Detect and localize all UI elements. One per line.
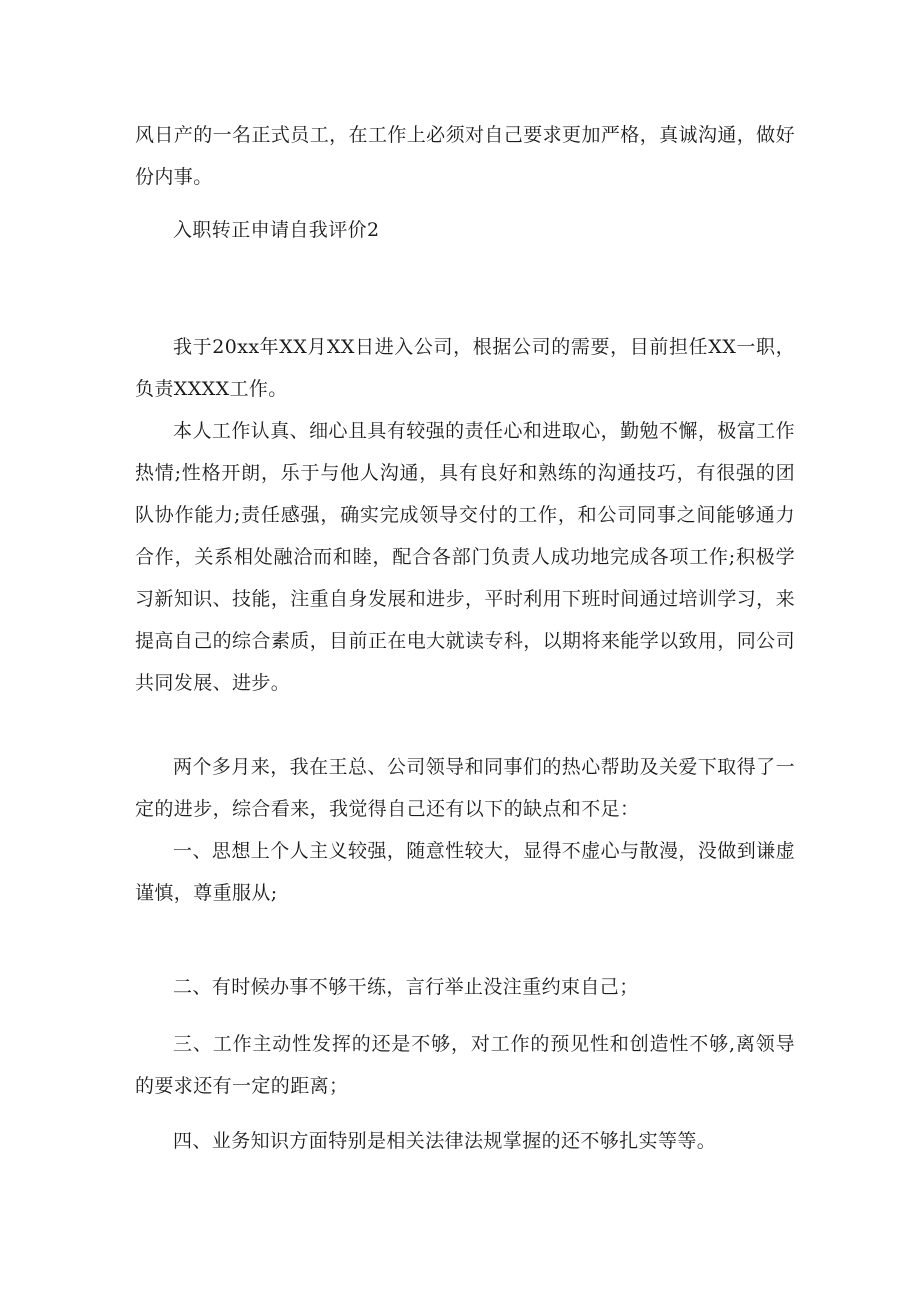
list-item-3: 三、工作主动性发挥的还是不够，对工作的预见性和创造性不够,离领导的要求还有一定的距离； (135, 1033, 795, 1097)
list-item-2: 二、有时候办事不够干练，言行举止没注重约束自己； (173, 976, 639, 998)
paragraph-continuation: 风日产的一名正式员工，在工作上必须对自己要求更加严格，真诚沟通，做好份内事。 (135, 124, 795, 188)
paragraph-intro: 我于20xx年XX月XX日进入公司，根据公司的需要，目前担任XX一职，负责XXXX工作。 (135, 336, 795, 400)
paragraph-shortcomings-intro: 两个多月来，我在王总、公司领导和同事们的热心帮助及关爱下取得了一定的进步，综合看来，我觉得自己还有以下的缺点和不足： (135, 756, 795, 820)
paragraph-self-assessment: 本人工作认真、细心且具有较强的责任心和进取心，勤勉不懈，极富工作热情;性格开朗，乐于与他人沟通，具有良好和熟练的沟通技巧，有很强的团队协作能力;责任感强，确实完成领导交付的工作，和公司同事之间能够通力合作，关系相处融洽而和睦，配合各部门负责人成功地完成各项工作;积极学习新知识、技能，注重自身发展和进步，平时利用下班时间通过培训学习，来提高自己的综合素质，目前正在电大就读专科，以期将来能学以致用，同公司共同发展、进步。 (135, 420, 795, 694)
section-heading: 入职转正申请自我评价2 (173, 219, 380, 241)
list-item-1: 一、思想上个人主义较强，随意性较大，显得不虚心与散漫，没做到谦虚谨慎，尊重服从; (135, 840, 795, 904)
list-item-4: 四、业务知识方面特别是相关法律法规掌握的还不够扎实等等。 (173, 1130, 717, 1152)
